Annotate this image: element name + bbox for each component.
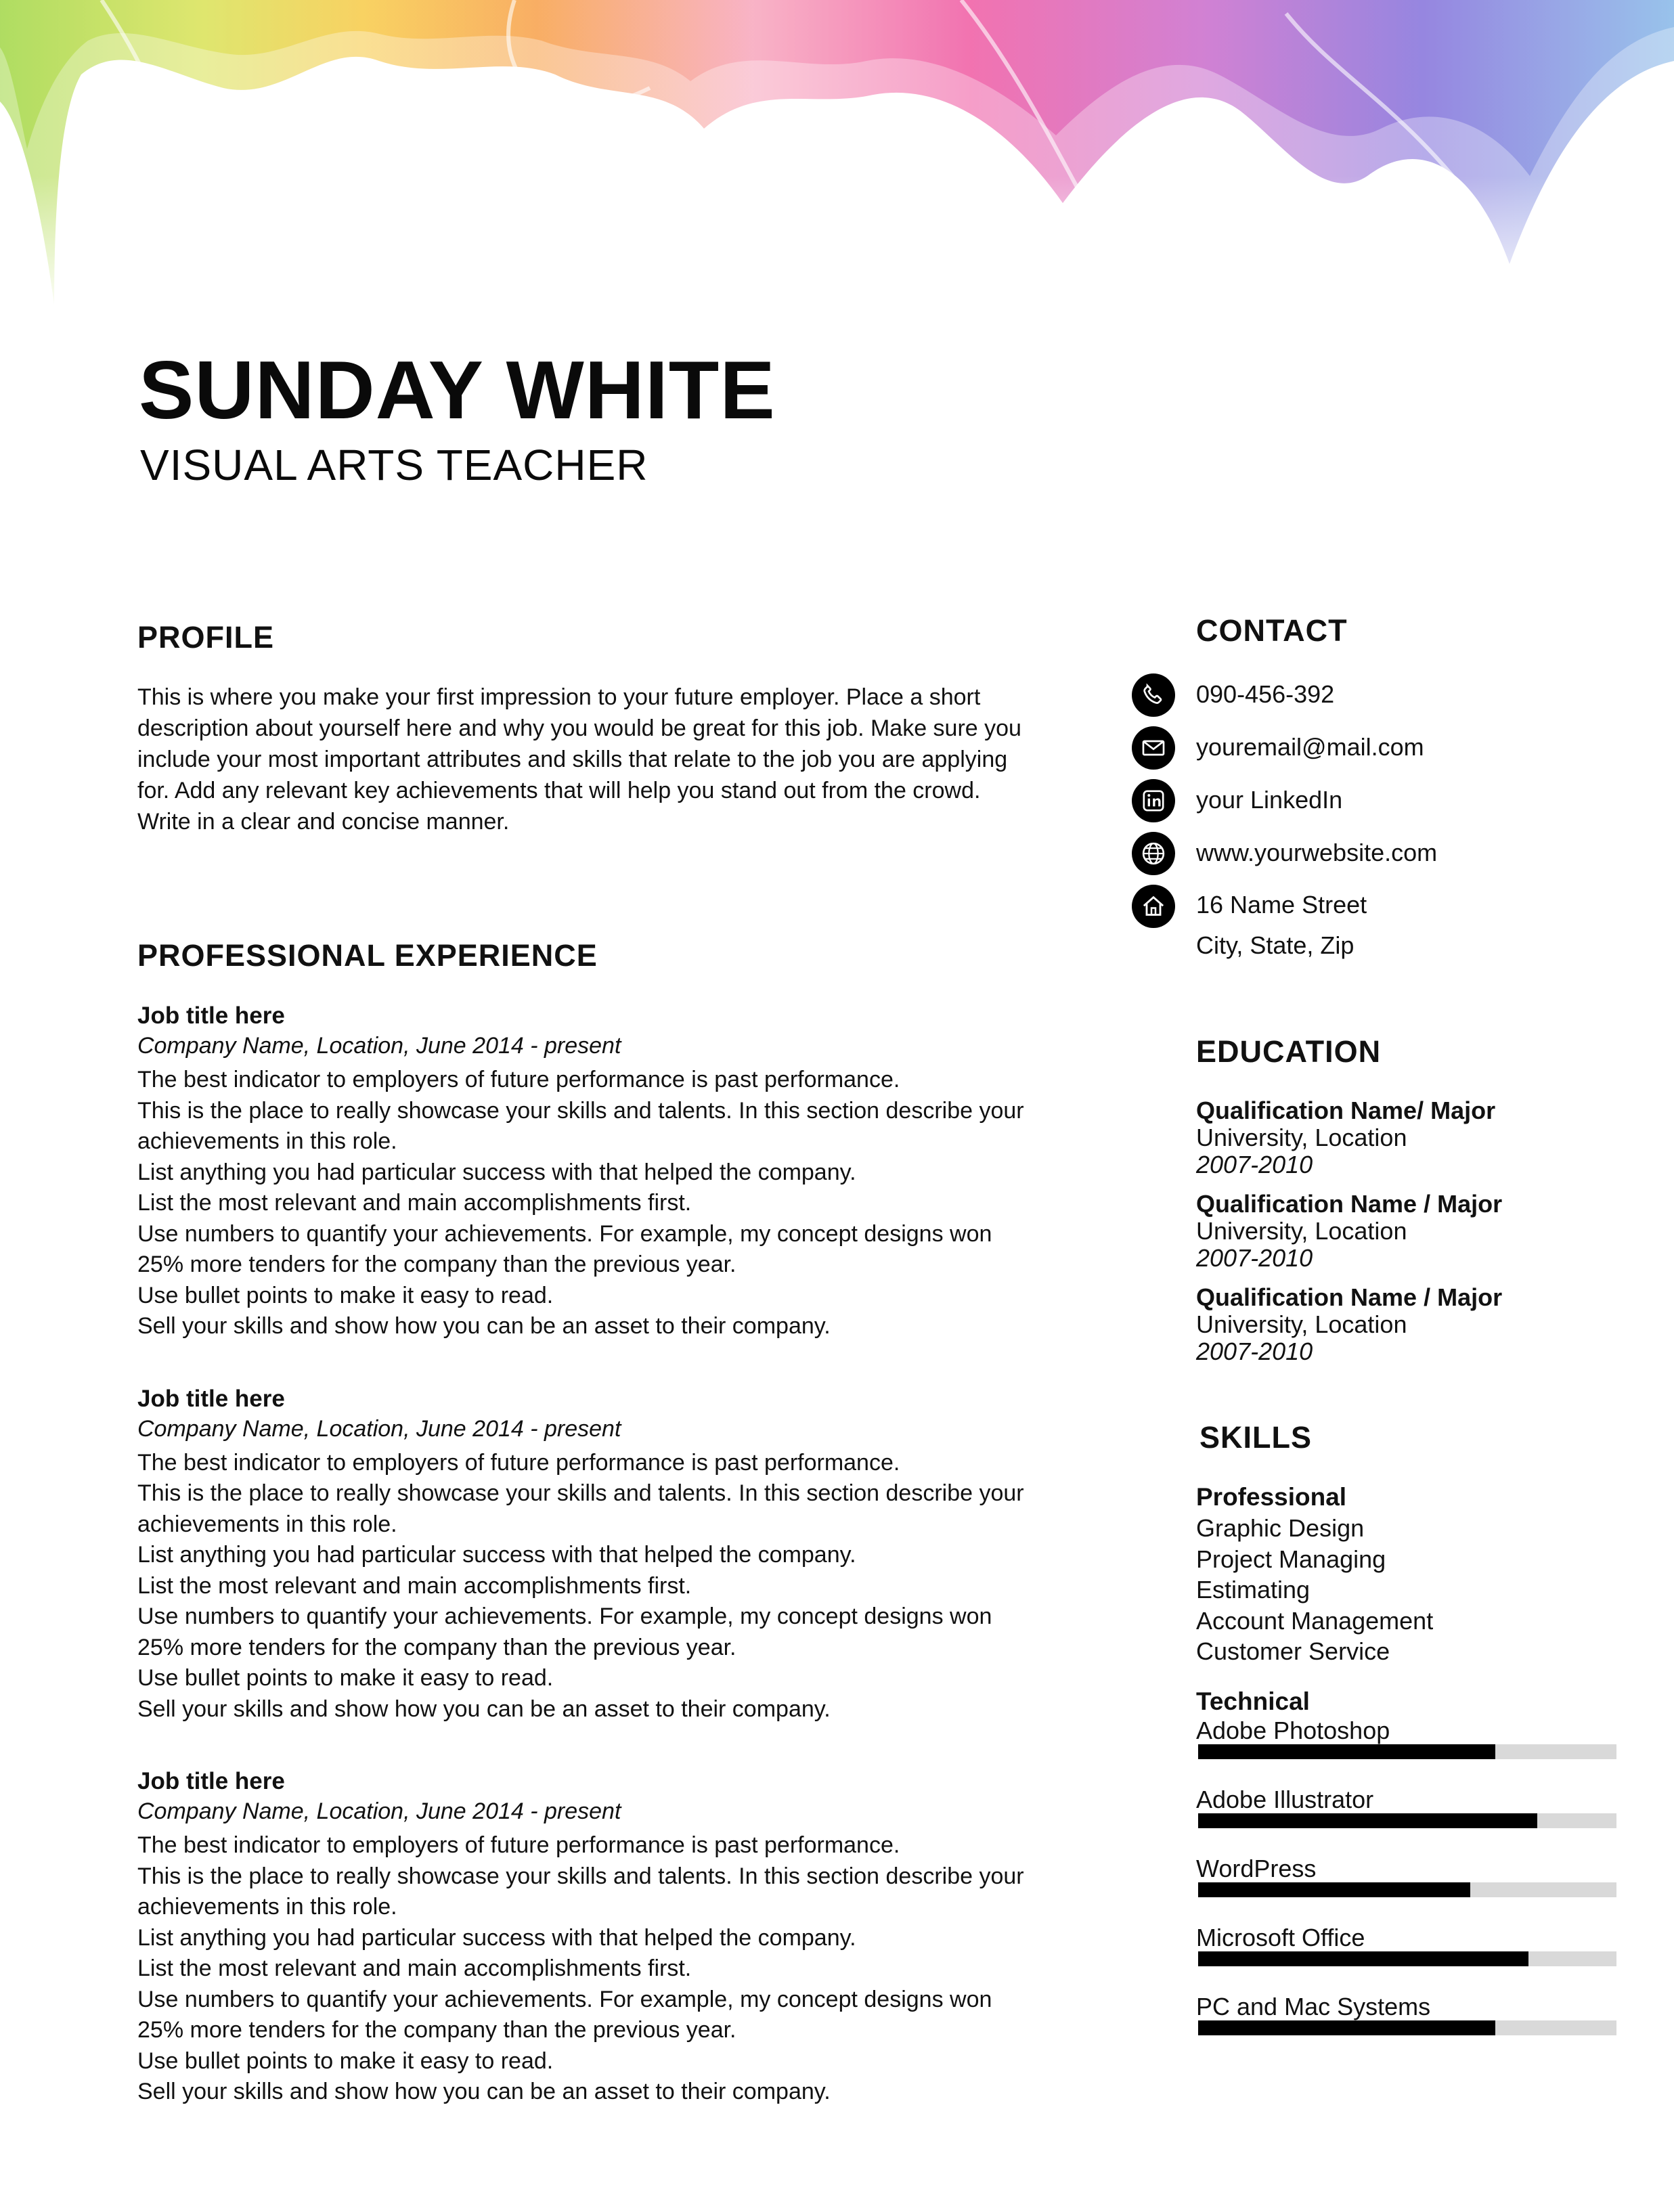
website-link[interactable]: www.yourwebsite.com [1196,839,1438,866]
technical-skills-list [1196,1717,1619,2035]
contact-heading: CONTACT [1196,613,1348,648]
list-item: The best indicator to employers of future performance is past performance. [137,1067,900,1092]
contact-address [1132,885,1619,966]
list-item: This is the place to really showcase your skills and talents. In this section describe your achievements in this role. [137,1863,1024,1920]
skill-bar-fill [1198,1813,1537,1828]
list-item: List the most relevant and main accomplishments first. [137,1572,692,1599]
education-entry-2 [1196,1191,1619,1272]
education-entry-1 [1196,1097,1619,1178]
list-item: This is the place to really showcase your skills and talents. In this section describe your achievements in this role. [137,1097,1024,1154]
job-company: Company Name, Location, June 2014 - present [137,1033,621,1059]
email-address[interactable]: youremail@mail.com [1196,733,1424,761]
list-item: List the most relevant and main accomplishments first. [137,1955,692,1981]
contact-phone [1132,673,1619,717]
job-entry-2 [137,1384,1031,1725]
skill-bar-track [1198,1882,1616,1897]
job-role: VISUAL ARTS TEACHER [140,441,648,489]
skill-bar-item [1196,1924,1619,1966]
list-item: Use bullet points to make it easy to read. [137,1282,554,1308]
skill-name: Adobe Illustrator [1196,1785,1374,1813]
candidate-name: SUNDAY WHITE [139,344,776,436]
list-item: Use bullet points to make it easy to read. [137,1665,554,1691]
university-location: University, Location [1196,1124,1407,1151]
professional-skills [1196,1482,1619,2035]
home-icon [1132,885,1175,928]
education-years: 2007-2010 [1196,1151,1313,1178]
skill-bar-item [1196,1993,1619,2035]
list-item: This is the place to really showcase your skills and talents. In this section describe your achievements in this role. [137,1480,1024,1537]
list-item: Use numbers to quantify your achievements. For example, my concept designs won 25% more tenders for the company than the previous year. [137,1220,992,1277]
technical-skills-heading: Technical [1196,1687,1310,1715]
list-item: Sell your skills and show how you can be an asset to their company. [137,1696,831,1722]
list-item: List anything you had particular success with that helped the company. [137,1924,856,1951]
list-item: Use numbers to quantify your achievements. For example, my concept designs won 25% more tenders for the company than the previous year. [137,1986,992,2043]
job-description [137,1448,1031,1725]
linkedin-icon [1132,779,1175,822]
skill-bar-item [1196,1786,1619,1828]
list-item: Customer Service [1196,1637,1390,1665]
linkedin-link[interactable]: your LinkedIn [1196,786,1343,814]
job-title: Job title here [137,1768,285,1794]
qualification-name: Qualification Name / Major [1196,1190,1503,1218]
experience-heading: PROFESSIONAL EXPERIENCE [137,938,598,973]
job-entry-3 [137,1767,1031,2108]
qualification-name: Qualification Name / Major [1196,1283,1503,1311]
job-title: Job title here [137,1385,285,1412]
main-column [137,619,1031,2150]
contact-website [1132,832,1619,875]
list-item: Sell your skills and show how you can be an asset to their company. [137,2079,831,2104]
job-description [137,1830,1031,2108]
qualification-name: Qualification Name/ Major [1196,1097,1496,1124]
phone-icon [1132,673,1175,717]
skill-name: WordPress [1196,1854,1317,1882]
skill-bar-fill [1198,1882,1470,1897]
list-item: Project Managing [1196,1545,1386,1573]
professional-skills-list [1196,1513,1619,1667]
sidebar-column [1132,613,1619,2062]
list-item: Sell your skills and show how you can be an asset to their company. [137,1313,831,1339]
contact-email [1132,726,1619,770]
list-item: The best indicator to employers of future performance is past performance. [137,1832,900,1858]
skill-bar-fill [1198,1951,1528,1966]
skill-name: Adobe Photoshop [1196,1716,1390,1744]
education-heading: EDUCATION [1196,1034,1382,1069]
skill-name: Microsoft Office [1196,1923,1365,1951]
job-title: Job title here [137,1002,285,1029]
skill-bar-item [1196,1855,1619,1897]
university-location: University, Location [1196,1310,1407,1338]
skill-bar-track [1198,1813,1616,1828]
university-location: University, Location [1196,1217,1407,1245]
skill-bar-track [1198,1951,1616,1966]
globe-icon [1132,832,1175,875]
skill-bar-track [1198,2020,1616,2035]
contact-linkedin [1132,779,1619,822]
professional-skills-heading: Professional [1196,1483,1347,1511]
list-item: List the most relevant and main accomplishments first. [137,1190,692,1216]
list-item: The best indicator to employers of future performance is past performance. [137,1449,900,1476]
address-line-2: City, State, Zip [1196,931,1354,959]
skill-bar-item [1196,1717,1619,1759]
list-item: Use numbers to quantify your achievements. For example, my concept designs won 25% more tenders for the company than the previous year. [137,1603,992,1660]
list-item: Account Management [1196,1606,1434,1635]
phone-number[interactable]: 090-456-392 [1196,680,1335,708]
skills-heading: SKILLS [1199,1420,1313,1455]
list-item: Estimating [1196,1576,1310,1603]
job-company: Company Name, Location, June 2014 - present [137,1798,621,1824]
skill-bar-fill [1198,2020,1495,2035]
list-item: Graphic Design [1196,1514,1365,1542]
job-company: Company Name, Location, June 2014 - present [137,1415,621,1442]
job-entry-1 [137,1001,1031,1342]
list-item: Use bullet points to make it easy to read. [137,2048,554,2074]
address-line-1: 16 Name Street [1196,891,1367,919]
mail-icon [1132,726,1175,770]
education-years: 2007-2010 [1196,1337,1313,1365]
skill-name: PC and Mac Systems [1196,1992,1431,2020]
watercolor-banner [0,0,1674,318]
education-years: 2007-2010 [1196,1244,1313,1272]
address-block [1196,885,1367,966]
profile-heading: PROFILE [137,620,275,655]
skill-bar-track [1198,1744,1616,1759]
profile-text: This is where you make your first impression to your future employer. Place a short description about yourself here and why you would be great for this job. Make sure you include your most important attributes and skills that relate to the job you are applying for. Add any relevant key achievements that will help you stand out from the crowd. Write in a clear and concise manner. [137,684,1021,835]
job-description [137,1065,1031,1342]
list-item: List anything you had particular success with that helped the company. [137,1542,856,1568]
skill-bar-fill [1198,1744,1495,1759]
education-entry-3 [1196,1284,1619,1365]
list-item: List anything you had particular success with that helped the company. [137,1159,856,1185]
